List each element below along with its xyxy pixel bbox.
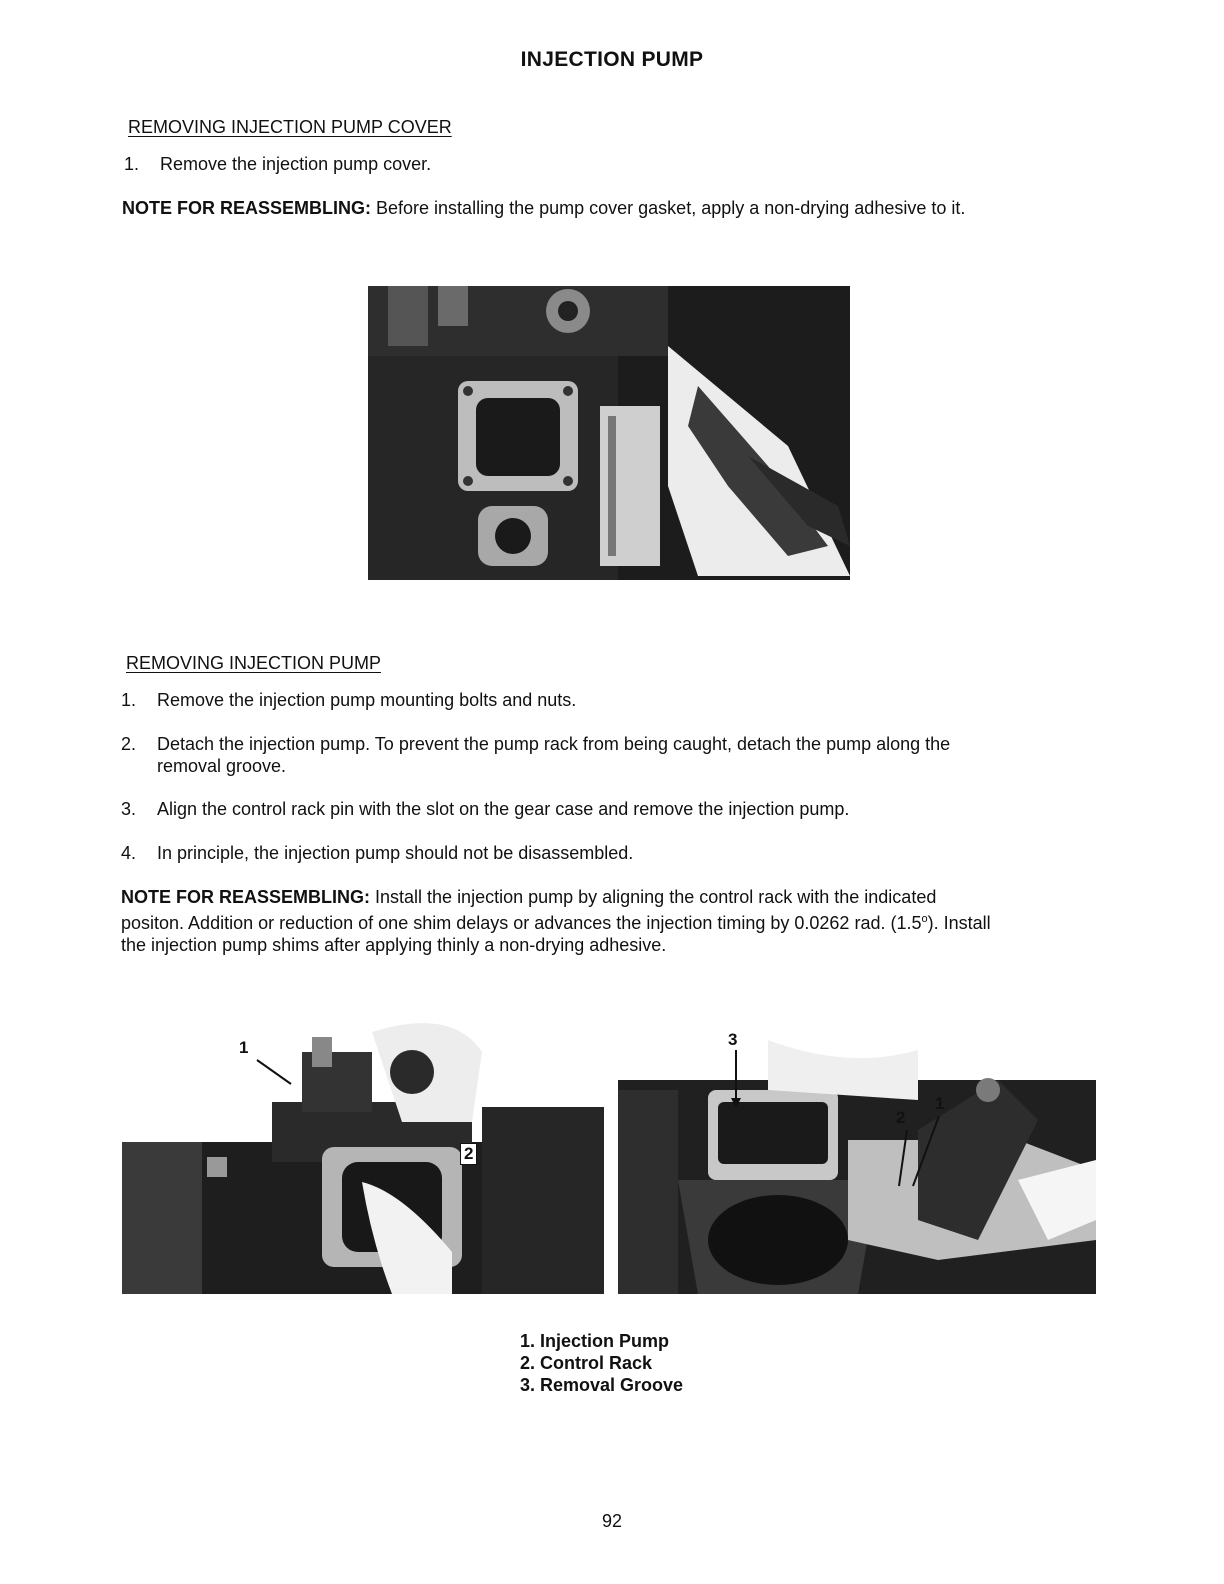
- note-text: Install the injection pump by aligning the control rack with the indicated positon. Addition or reduction of one shim delays or advances the injection timing by 0.0262 rad. (1.5: [121, 887, 937, 933]
- step-text: Detach the injection pump. To prevent the pump rack from being caught, detach the pump along the removal groove.: [157, 734, 951, 776]
- legend-item: 2. Control Rack: [520, 1353, 653, 1373]
- degree-mark: o: [921, 913, 928, 925]
- callout-1-left: 1: [239, 1038, 249, 1057]
- step-text: In principle, the injection pump should not be disassembled.: [157, 843, 634, 863]
- step-text: Remove the injection pump cover.: [160, 154, 432, 174]
- step-text: Remove the injection pump mounting bolts and nuts.: [157, 690, 577, 710]
- step-number: 2.: [121, 734, 137, 754]
- step-number: 3.: [121, 799, 137, 819]
- page-title: INJECTION PUMP: [520, 48, 704, 71]
- pump-reassembly-note: [121, 886, 991, 956]
- callout-arrows-right: [895, 1112, 945, 1192]
- step-number: 4.: [121, 843, 137, 863]
- note-label: NOTE FOR REASSEMBLING:: [122, 198, 372, 218]
- callout-2-right: 2: [896, 1108, 906, 1127]
- callout-arrow-left-1: [255, 1058, 295, 1088]
- callout-3-right: 3: [728, 1030, 738, 1049]
- page-number: 92: [601, 1511, 623, 1531]
- section-heading-cover: REMOVING INJECTION PUMP COVER: [128, 117, 452, 137]
- callout-1-right: 1: [935, 1094, 945, 1113]
- step-text: Align the control rack pin with the slot on the gear case and remove the injection pump.: [157, 799, 850, 819]
- section-heading-pump: REMOVING INJECTION PUMP: [126, 653, 382, 673]
- step-number: 1.: [121, 690, 137, 710]
- cover-reassembly-note: [122, 197, 982, 219]
- note-text: Before installing the pump cover gasket, apply a non-drying adhesive to it.: [371, 198, 966, 218]
- step-number: 1.: [124, 154, 140, 174]
- figure-legend: [520, 1330, 683, 1396]
- pump-removal-photo-right: [618, 1040, 1096, 1294]
- note-label: NOTE FOR REASSEMBLING:: [121, 887, 371, 907]
- callout-arrow-right-3: [730, 1050, 742, 1108]
- callout-2-left: 2: [460, 1143, 477, 1165]
- pump-removal-photo-left: [122, 1012, 604, 1294]
- note-text-end: ). Install the injection pump shims after applying thinly a non-drying adhesive.: [121, 913, 991, 955]
- pump-cover-photo: [368, 286, 850, 580]
- legend-item: 3. Removal Groove: [520, 1375, 684, 1395]
- legend-item: 1. Injection Pump: [520, 1331, 670, 1351]
